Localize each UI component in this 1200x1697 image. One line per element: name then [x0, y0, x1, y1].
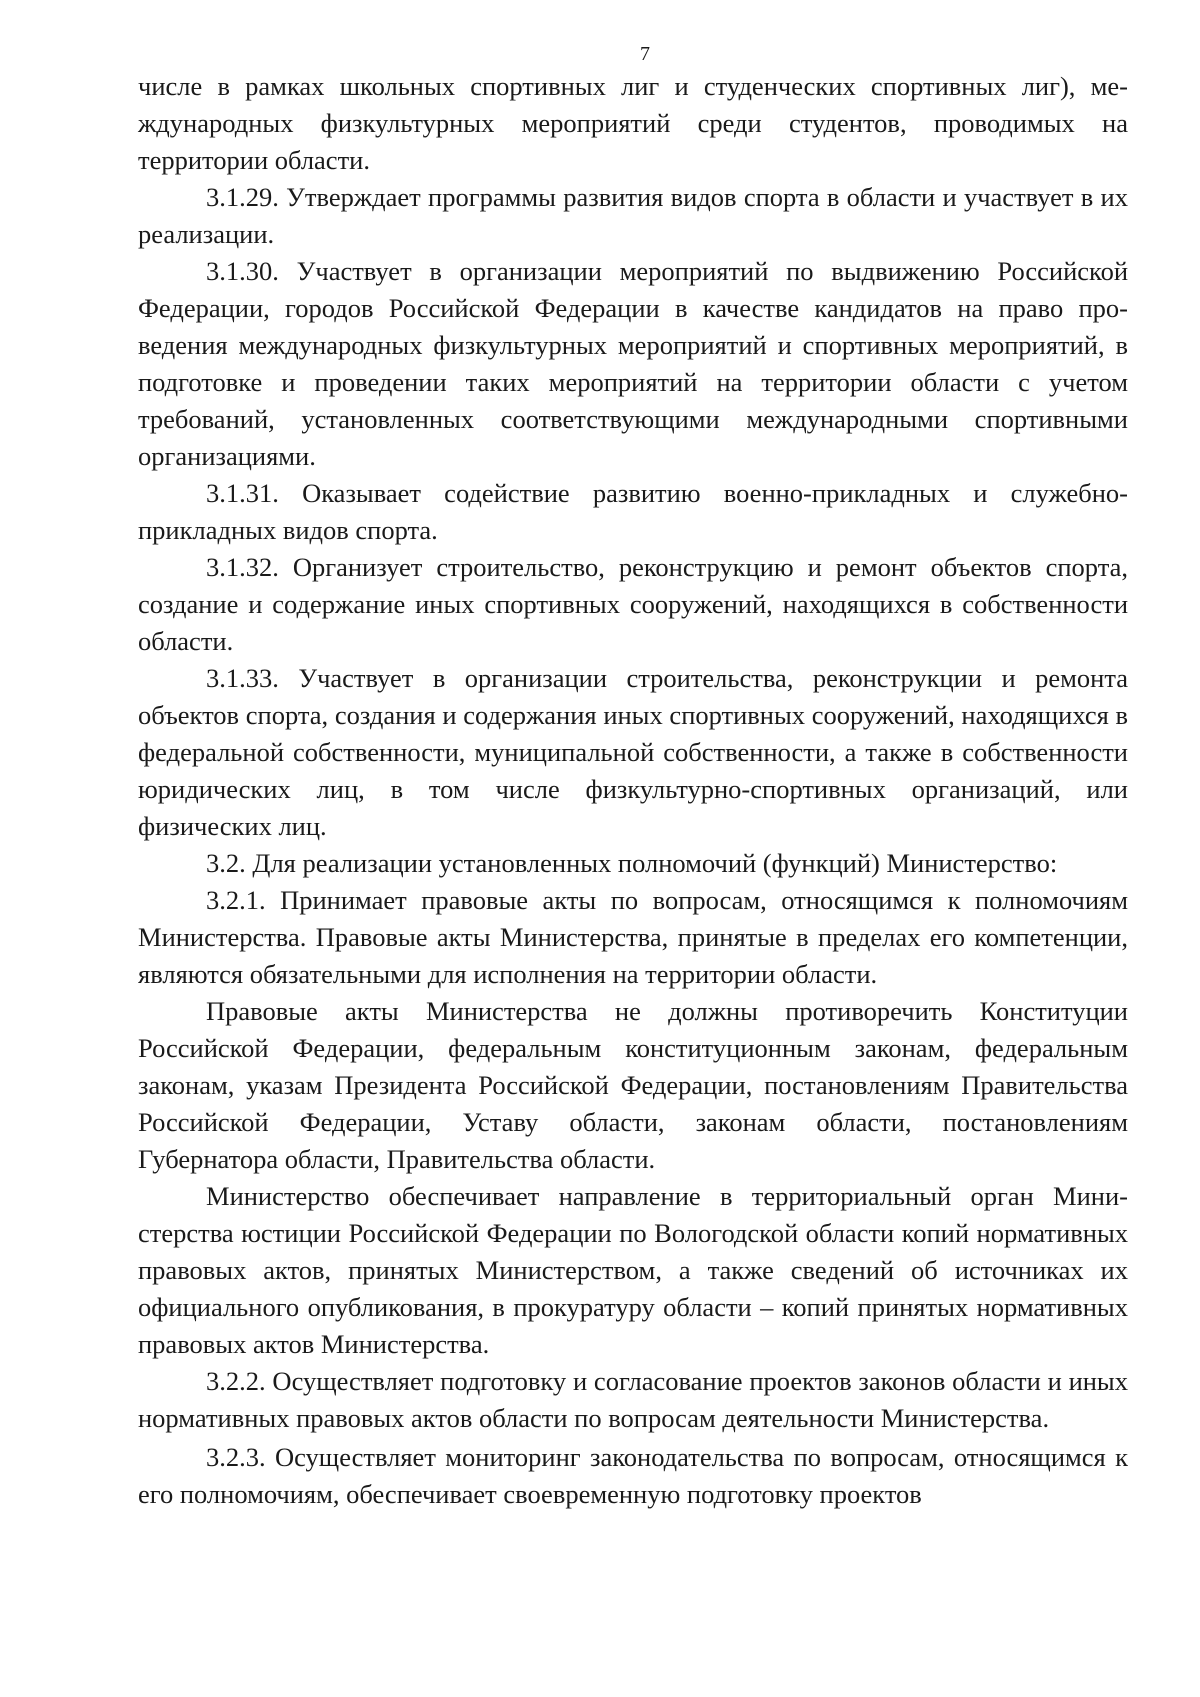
paragraph-3-2-1: 3.2.1. Принимает правовые акты по вопросам, относящимся к полномочиям Министерства. Правовые акты Министерства, принятые в пределах его компетенции, являются обязательными для исполнения на территории области. [138, 885, 1128, 989]
paragraph-3-1-30: 3.1.30. Участвует в организации мероприятий по выдвижению Российской Федерации, городов Российской Федерации в качестве кандидатов на право проведения международных физкультурных мероприятий и спортивных мероприятий, в подготовке и проведении таких мероприятий на территории области с учетом требований, установленных соответствующими международными спортивными организациями. [138, 256, 1128, 471]
paragraph-3-1-33: 3.1.33. Участвует в организации строительства, реконструкции и ремонта объектов спорта, создания и содержания иных спортивных сооружений, находящихся в федеральной собственности, муниципальной собственности, а также в собственности юридических лиц, в том числе физкультурно-спортивных организаций, или физических лиц. [138, 663, 1128, 841]
paragraph-3-1-29: 3.1.29. Утверждает программы развития видов спорта в области и участвует в их реализации. [138, 182, 1128, 249]
paragraph-legal-acts: Правовые акты Министерства не должны противоречить Конституции Российской Федерации, федеральным конституционным законам, федеральным законам, указам Президента Российской Федерации, постановлениям Правительства Российской Федерации, Уставу области, законам области, постановлениям Губернатора области, Правительства области. [138, 996, 1128, 1174]
paragraph-3-2-3: 3.2.3. Осуществляет мониторинг законодательства по вопросам, относящимся к его полномочиям, обеспечивает своевременную подготовку проектов [138, 1442, 1128, 1509]
paragraph-ministry-provides: Министерство обеспечивает направление в территориальный орган Министерства юстиции Российской Федерации по Вологодской области копий нормативных правовых актов, принятых Министерством, а также сведений об источниках их официального опубликования, в прокуратуру области – копий принятых нормативных правовых актов Министерства. [138, 1181, 1128, 1359]
paragraph-3-2: 3.2. Для реализации установленных полномочий (функций) Министерство: [206, 848, 1058, 878]
page-number: 7 [640, 43, 650, 65]
paragraph-3-1-32: 3.1.32. Организует строительство, реконструкцию и ремонт объектов спорта, создание и содержание иных спортивных сооружений, находящихся в собственности области. [138, 552, 1128, 656]
paragraph-continuation: числе в рамках школьных спортивных лиг и студенческих спортивных лиг), международных физкультурных мероприятий среди студентов, проводимых на территории области. [138, 71, 1128, 175]
paragraph-3-1-31: 3.1.31. Оказывает содействие развитию военно-прикладных и служебно-прикладных видов спорта. [138, 478, 1128, 545]
document-page [138, 40, 1128, 1513]
paragraph-3-2-2: 3.2.2. Осуществляет подготовку и согласование проектов законов области и иных нормативных правовых актов области по вопросам деятельности Министерства. [138, 1366, 1128, 1433]
